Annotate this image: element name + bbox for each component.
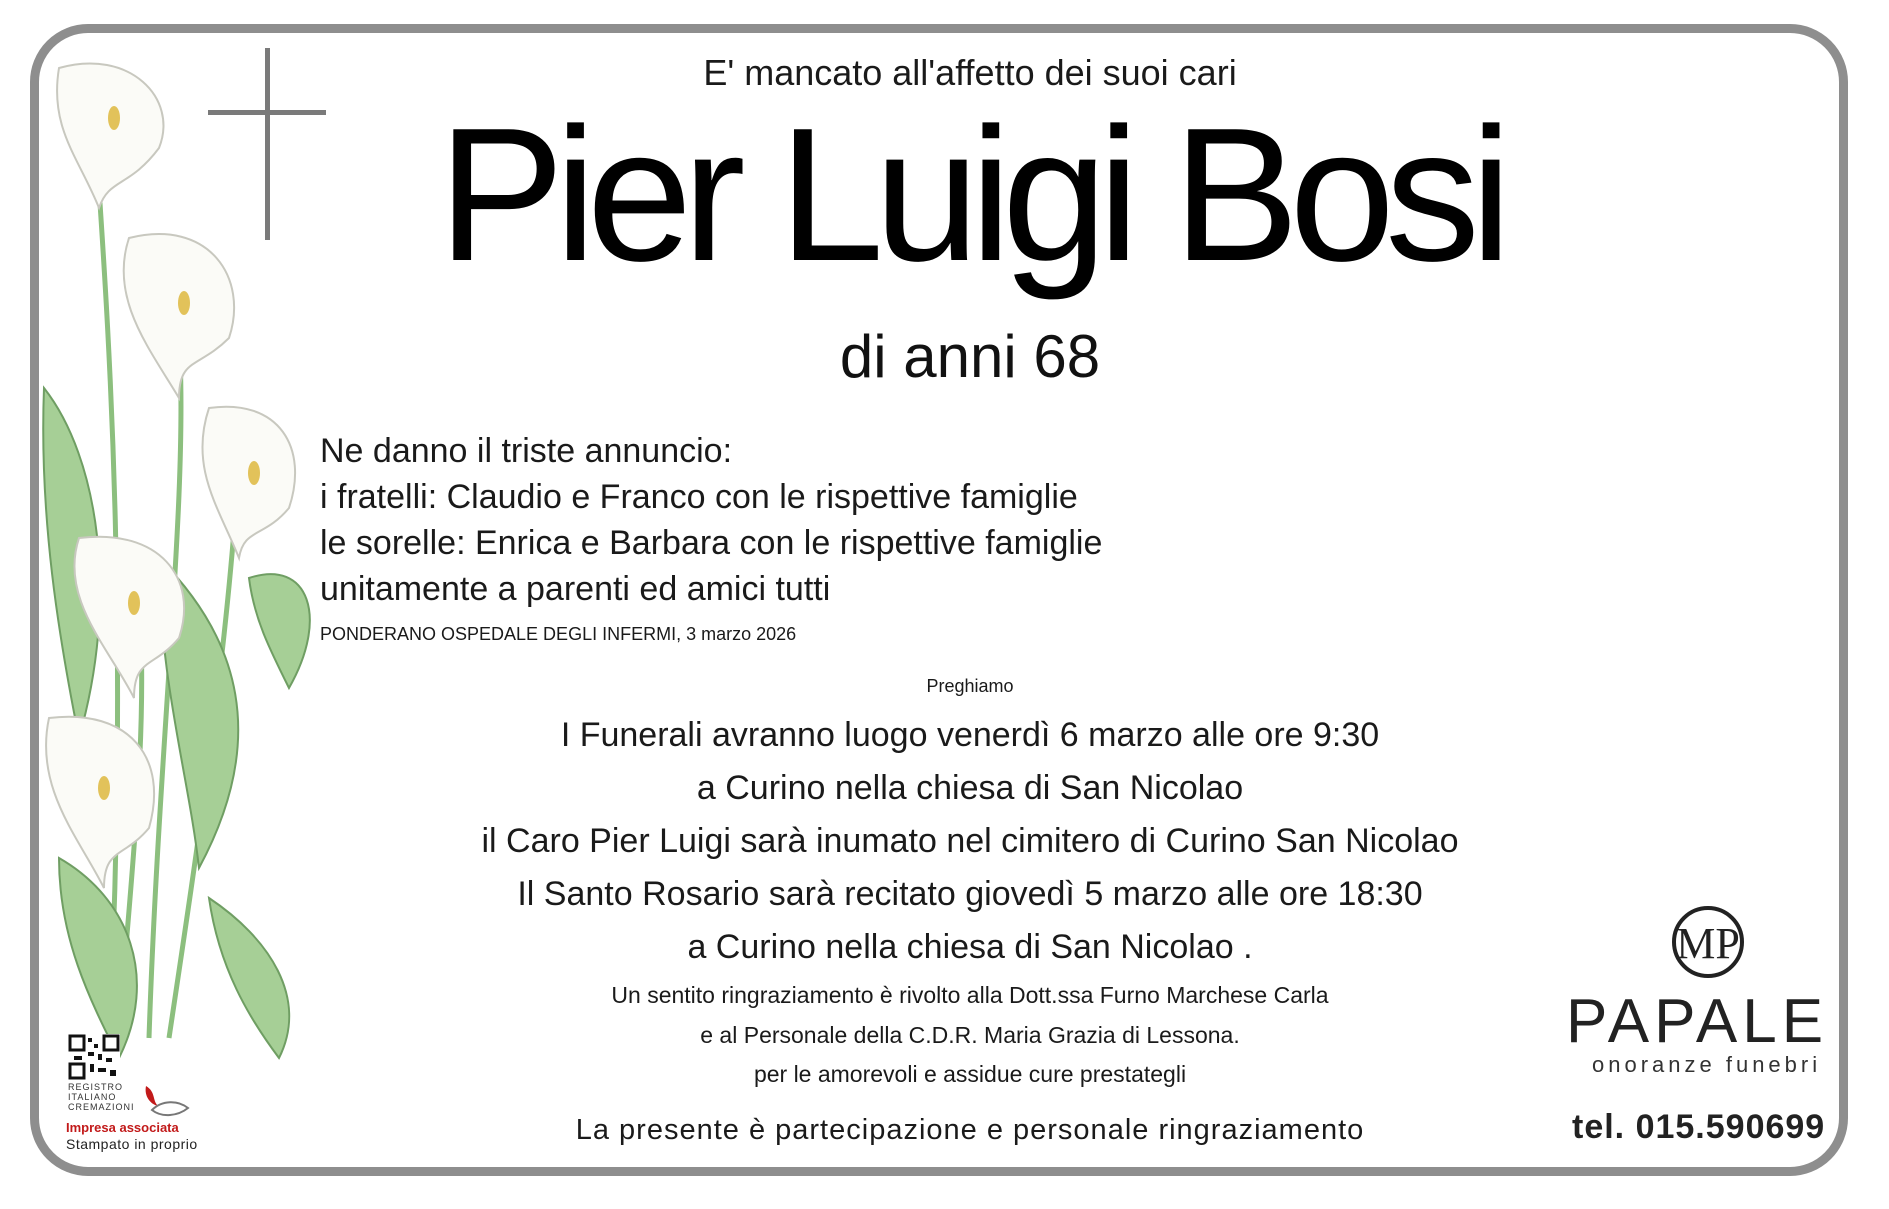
funeral-line: a Curino nella chiesa di San Nicolao — [696, 769, 1244, 807]
funeral-line: il Caro Pier Luigi sarà inumato nel cimitero di Curino San Nicolao — [481, 822, 1459, 860]
announcement-line: Ne danno il triste annuncio: — [320, 432, 733, 470]
svg-text:MP: MP — [1676, 919, 1740, 968]
company-subtitle: onoranze funebri — [1592, 1052, 1822, 1077]
printed-label: Stampato in proprio — [66, 1136, 198, 1152]
funeral-line: I Funerali avranno luogo venerdì 6 marzo alle ore 9:30 — [560, 716, 1380, 754]
funeral-line: a Curino nella chiesa di San Nicolao . — [687, 928, 1253, 966]
associated-label: Impresa associata — [66, 1120, 179, 1135]
place-date: PONDERANO OSPEDALE DEGLI INFERMI, 3 marzo 2026 — [320, 624, 797, 644]
deceased-name: Pier Luigi Bosi — [437, 89, 1503, 301]
thanks-line: Un sentito ringraziamento è rivolto alla Dott.ssa Furno Marchese Carla — [611, 982, 1329, 1008]
flame-icon — [138, 1082, 192, 1122]
papale-monogram-logo — [1560, 900, 1840, 990]
age-text: di anni 68 — [839, 323, 1101, 390]
thanks-line: per le amorevoli e assidue cure prestategli — [753, 1061, 1187, 1087]
announcement-line: unitamente a parenti ed amici tutti — [320, 570, 831, 608]
company-name: PAPALE — [1566, 987, 1829, 1056]
intro-text: E' mancato all'affetto dei suoi cari — [703, 52, 1237, 93]
funeral-line: Il Santo Rosario sarà recitato giovedì 5 marzo alle ore 18:30 — [517, 875, 1423, 913]
cremation-registry-logo: REGISTRO ITALIANO CREMAZIONI — [68, 1082, 198, 1124]
announcement-line: le sorelle: Enrica e Barbara con le rispettive famiglie — [320, 524, 1103, 562]
pray-text: Preghiamo — [926, 676, 1014, 696]
thanks-line: e al Personale della C.D.R. Maria Grazia di Lessona. — [700, 1022, 1240, 1048]
qr-code-icon — [68, 1034, 120, 1080]
footer-text: La presente è partecipazione e personale ringraziamento — [575, 1114, 1365, 1146]
company-phone: tel. 015.590699 — [1572, 1108, 1826, 1146]
announcement-line: i fratelli: Claudio e Franco con le rispettive famiglie — [320, 478, 1078, 516]
